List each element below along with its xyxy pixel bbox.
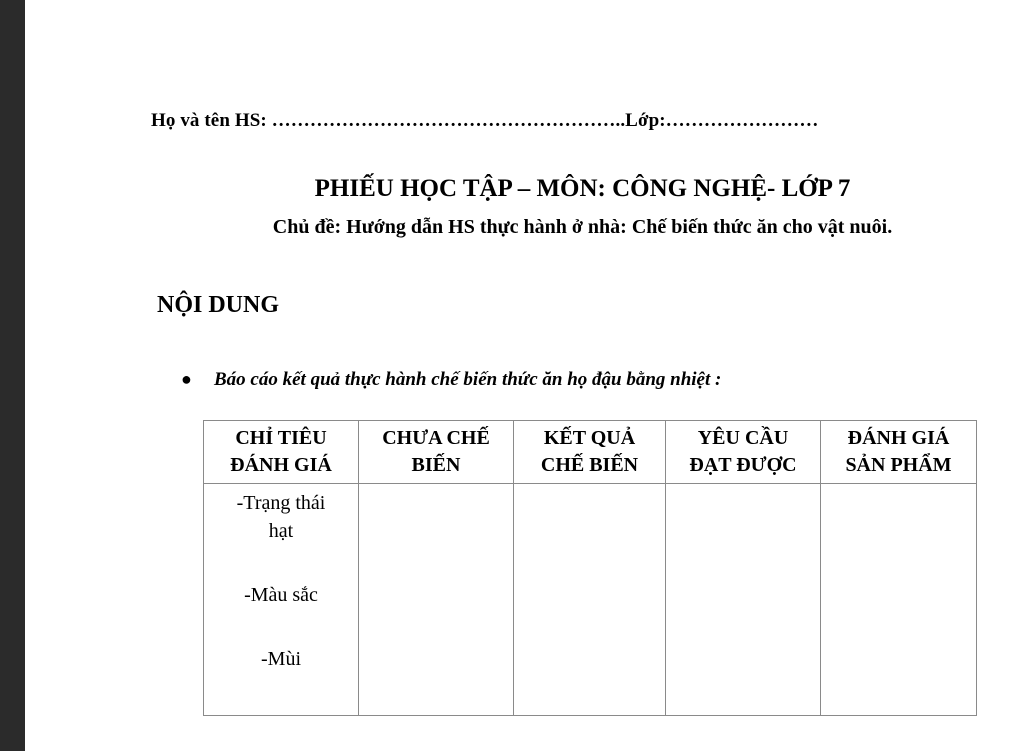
bullet-item	[183, 369, 721, 391]
document-title	[25, 175, 1024, 203]
header-line: ĐÁNH GIÁ	[230, 454, 332, 476]
document-subtitle-text: Chủ đề: Hướng dẫn HS thực hành ở nhà: Chế biến thức ăn cho vật nuôi.	[272, 216, 893, 238]
table-header-criteria	[204, 421, 359, 484]
table-header-requirements	[666, 421, 821, 484]
table-cell-processing-result[interactable]	[514, 484, 666, 716]
table-header-unprocessed	[359, 421, 514, 484]
table-header-row	[204, 421, 977, 484]
table-cell-product-evaluation[interactable]	[821, 484, 977, 716]
header-line: CHỈ TIÊU	[235, 427, 327, 449]
header-line: BIẾN	[411, 454, 461, 476]
table-cell-requirements[interactable]	[666, 484, 821, 716]
criteria-color: -Màu sắc	[244, 584, 318, 606]
document-page	[25, 0, 1024, 751]
header-line: CHƯA CHẾ	[382, 427, 490, 449]
report-table	[203, 420, 977, 716]
student-info-line: Họ và tên HS: ………………………………………………..Lớp:……………………	[151, 110, 819, 131]
window-left-edge	[0, 0, 25, 751]
bullet-dot-icon: ●	[181, 369, 192, 389]
criteria-seed-state: -Trạng thái	[236, 492, 326, 514]
bullet-text: Báo cáo kết quả thực hành chế biến thức ăn họ đậu bằng nhiệt :	[214, 369, 722, 390]
header-line: ĐẠT ĐƯỢC	[689, 454, 797, 476]
header-line: KẾT QUẢ	[543, 427, 636, 449]
document-title-text: PHIẾU HỌC TẬP – MÔN: CÔNG NGHỆ- LỚP 7	[314, 175, 851, 202]
document-subtitle	[25, 216, 1024, 239]
criteria-cell	[204, 484, 359, 716]
section-heading: NỘI DUNG	[157, 292, 280, 318]
header-line: YÊU CẦU	[697, 427, 789, 449]
header-line: ĐÁNH GIÁ	[847, 427, 950, 449]
header-line: SẢN PHẨM	[845, 454, 952, 476]
table-row	[204, 484, 977, 716]
table-header-product-evaluation	[821, 421, 977, 484]
criteria-smell: -Mùi	[261, 648, 301, 670]
criteria-seed-state-cont: hạt	[268, 520, 294, 542]
table-header-processing-result	[514, 421, 666, 484]
table-cell-unprocessed[interactable]	[359, 484, 514, 716]
header-line: CHẾ BIẾN	[540, 454, 639, 476]
